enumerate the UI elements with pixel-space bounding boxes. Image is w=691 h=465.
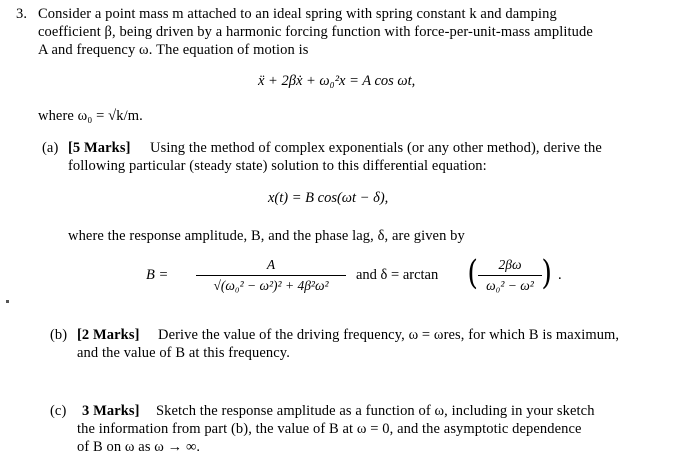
part-a-marks: [5 Marks] — [68, 140, 131, 156]
problem-intro-line-2: coefficient β, being driven by a harmonic forcing function with force-per-unit-mass amplitude — [38, 24, 593, 40]
phase-lag-numerator: 2βω — [498, 257, 522, 272]
part-b-text-line-1: Derive the value of the driving frequency, ω = ωres, for which B is maximum, — [158, 327, 620, 343]
problem-intro-line-3: A and frequency ω. The equation of motion is — [38, 42, 309, 58]
omega0-definition: where ω₀ = √k/m. — [38, 108, 143, 124]
part-c-text-line-1: Sketch the response amplitude as a function of ω, including in your sketch — [156, 403, 595, 419]
right-paren: ) — [541, 253, 552, 293]
amplitude-fraction — [196, 257, 346, 294]
amplitude-lhs: B = — [146, 267, 169, 283]
particular-solution: x(t) = B cos(ωt − δ), — [268, 190, 389, 206]
amplitude-numerator: A — [266, 257, 276, 272]
part-a-where-text: where the response amplitude, B, and the phase lag, δ, are given by — [68, 228, 465, 244]
part-a-text-line-2: following particular (steady state) solution to this differential equation: — [68, 158, 487, 174]
formula-trailing-period: . — [558, 267, 562, 283]
left-paren: ( — [467, 253, 478, 293]
problem-intro-line-1: Consider a point mass m attached to an ideal spring with spring constant k and damping — [38, 6, 557, 22]
part-c-marks: 3 Marks] — [82, 403, 140, 419]
part-c-label: (c) — [50, 403, 67, 419]
amplitude-denominator: √(ω₀² − ω²)² + 4β²ω² — [213, 278, 329, 293]
part-b-marks: [2 Marks] — [77, 327, 140, 343]
part-b-text-line-2: and the value of B at this frequency. — [77, 345, 290, 361]
phase-lag-denominator: ω₀² − ω² — [486, 278, 534, 293]
fraction-bar — [196, 275, 346, 276]
problem-number: 3. — [16, 6, 28, 22]
part-b-label: (b) — [50, 327, 68, 343]
part-a-label: (a) — [42, 140, 59, 156]
part-c-text-line-3: of B on ω as ω → ∞. — [77, 439, 201, 455]
fraction-bar — [478, 275, 542, 276]
phase-lag-fraction — [478, 257, 542, 294]
part-c-text-line-2: the information from part (b), the value of B at ω = 0, and the asymptotic dependence — [77, 421, 582, 437]
phase-lag-lhs: and δ = arctan — [356, 267, 439, 283]
part-a-text-line-1: Using the method of complex exponentials (or any other method), derive the — [150, 140, 602, 156]
equation-of-motion: ẍ + 2βẋ + ω₀²x = A cos ωt, — [258, 73, 416, 89]
stray-mark — [6, 300, 9, 303]
